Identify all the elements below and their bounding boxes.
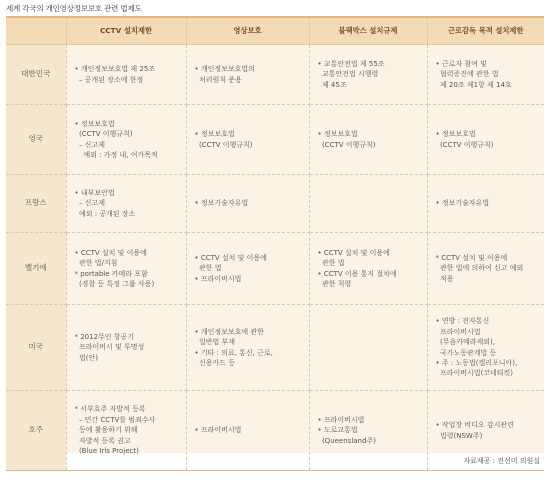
header-cctv-restriction: CCTV 설치제한: [66, 18, 186, 45]
country-cell: 호주: [6, 391, 66, 471]
cell-text-line: • 정보기술자유법: [194, 199, 249, 208]
cell-text-line: • CCTV 설치 및 이용에: [194, 253, 267, 262]
cell-text-line: (CCTV 이행규칙): [74, 130, 133, 139]
country-cell: 영국: [6, 105, 66, 175]
table-cell: [427, 175, 544, 233]
cell-text-line: • 정보보호법: [74, 119, 115, 128]
cell-text-line: 관한 법/지침: [74, 259, 118, 268]
cell-text-line: • 개인정보보호법 제 25조: [74, 65, 156, 74]
table-cell: [309, 233, 427, 305]
cell-text-line: • 프라이버시법: [194, 426, 242, 435]
cell-text-line: 신용카드 등: [194, 358, 235, 367]
cell-text-line: • 정보기술자유법: [435, 199, 490, 208]
country-cell: 프랑스: [6, 175, 66, 233]
table-cell: [66, 233, 186, 305]
table-row: [6, 45, 544, 105]
cell-text-line: • CCTV 설치 및 이용에: [74, 248, 147, 257]
cell-text-line: • 프라이버시법: [194, 274, 242, 283]
cell-text-line: (Blue Iris Project): [74, 447, 139, 456]
cell-text-line: • CCTV 이용 통지 절차에: [317, 269, 397, 278]
table-cell: [66, 105, 186, 175]
cell-text-line: 국가노동관계법 등: [435, 348, 497, 357]
table-cell: [309, 305, 427, 391]
cell-text-line: 일반법 부재: [194, 338, 235, 347]
table-body: [6, 45, 544, 471]
table-cell: [66, 305, 186, 391]
source-note: 자료제공 : 전선미 의원실: [463, 457, 540, 465]
table-row: [6, 175, 544, 233]
cell-text-line: 프라이버시법: [435, 327, 481, 336]
table-cell: [186, 175, 309, 233]
table-cell: [66, 45, 186, 105]
table-row: [6, 233, 544, 305]
cell-text-line: 관한 법: [317, 259, 345, 268]
header-corner: [6, 18, 66, 45]
table-row: [6, 105, 544, 175]
cell-text-line: – 공개된 장소에 한정: [74, 75, 144, 84]
cell-text-line: • 연방 : 전자통신: [435, 317, 490, 326]
table-cell: [309, 105, 427, 175]
cell-text-line: (CCTV 이행규칙): [317, 140, 376, 149]
page-title: 세계 각국의 개인영상정보보호 관련 법제도: [6, 4, 142, 13]
cell-text-line: (Queensland주): [317, 436, 376, 445]
table-cell: [427, 105, 544, 175]
cell-text-line: – 민간 CCTV를 범죄수사: [74, 415, 156, 424]
cell-text-line: • 기타 : 의료, 통신, 근로,: [194, 348, 273, 357]
table-cell: [309, 45, 427, 105]
cell-text-line: 예외 : 공개된 장소: [74, 209, 136, 218]
header-blackbox-regulation: 블랙박스 설치규제: [309, 18, 427, 45]
cell-text-line: 자발적 등록 권고: [74, 436, 131, 445]
cell-text-line: • 작업장 비디오 감시관련: [435, 421, 514, 430]
table-cell: [66, 175, 186, 233]
country-cell: 대한민국: [6, 45, 66, 105]
cell-text-line: 교통안전법 시행령: [317, 70, 379, 79]
cell-text-line: * 2012무인 항공기: [74, 332, 135, 341]
cell-text-line: 법(안): [74, 353, 98, 362]
table-cell: [186, 391, 309, 471]
cell-text-line: • 개인정보보호에 관한: [194, 327, 264, 336]
cell-text-line: (무음카메라제외),: [435, 338, 495, 347]
country-cell: 벨기에: [6, 233, 66, 305]
cell-text-line: 등에 활용하기 위해: [74, 426, 138, 435]
table-row: [6, 305, 544, 391]
header-video-protection: 영상보호: [186, 18, 309, 45]
cell-text-line: 관한 법에 의하여 신고 예외: [435, 264, 524, 273]
cell-text-line: (CCTV 이행규칙): [194, 140, 253, 149]
cell-text-line: • 정보보호법: [317, 130, 358, 139]
table-cell: [186, 233, 309, 305]
country-cell: 미국: [6, 305, 66, 391]
cell-text-line: 협력증진에 관한 법: [435, 70, 499, 79]
cell-text-line: • CCTV 설치 및 이용에: [317, 248, 390, 257]
cell-text-line: 법령(NSW주): [435, 431, 483, 440]
law-comparison-table: [6, 18, 544, 471]
cell-text-line: (경찰 등 특정 그룹 사용): [74, 279, 155, 288]
cell-text-line: – 신고제: [74, 140, 105, 149]
cell-text-line: • 정보보호법: [435, 130, 476, 139]
cell-text-line: • 프라이버시법: [317, 415, 365, 424]
cell-text-line: 관한 법: [194, 264, 222, 273]
cell-text-line: 적용: [435, 274, 454, 283]
cell-text-line: • 정보보호법: [194, 130, 235, 139]
table-cell: [427, 305, 544, 391]
table-cell: [186, 105, 309, 175]
cell-text-line: • 개인정보보호법의: [194, 65, 255, 74]
table-cell: [186, 45, 309, 105]
header-row: [6, 18, 544, 45]
cell-text-line: * 서부호주 자발적 등록: [74, 405, 146, 414]
header-labor-monitoring: 근로감독 목적 설치제한: [427, 18, 544, 45]
cell-text-line: * portable 카메라 포함: [74, 269, 148, 278]
cell-text-line: 처리원칙 준용: [194, 75, 242, 84]
cell-text-line: 프라이버시 및 투명성: [74, 343, 145, 352]
cell-text-line: • 주 : 노동법(캘리포니아),: [435, 358, 518, 367]
cell-text-line: – 신고제: [74, 199, 105, 208]
cell-text-line: • 근로자 참여 및: [435, 59, 487, 68]
cell-text-line: * CCTV 설치 및 이용에: [435, 253, 508, 262]
table-cell: [427, 233, 544, 305]
cell-text-line: • 내부보안법: [74, 188, 115, 197]
table-cell: [309, 391, 427, 471]
law-comparison-table-container: [6, 16, 544, 456]
cell-text-line: 관한 칙령: [317, 279, 352, 288]
table-cell: [186, 305, 309, 391]
table-cell: [309, 175, 427, 233]
cell-text-line: 제 45조: [317, 80, 347, 89]
cell-text-line: 예외 : 가정 내, 여가목적: [74, 150, 158, 159]
cell-text-line: 프라이버시법(코네티컷): [435, 369, 514, 378]
table-cell: [66, 391, 186, 471]
table-cell: [427, 45, 544, 105]
cell-text-line: • 도로교통법: [317, 426, 358, 435]
cell-text-line: (CCTV 이행규칙): [435, 140, 494, 149]
cell-text-line: 제 20조 제1항 제 14호: [435, 80, 512, 89]
cell-text-line: • 교통안전법 제 55조: [317, 59, 385, 68]
